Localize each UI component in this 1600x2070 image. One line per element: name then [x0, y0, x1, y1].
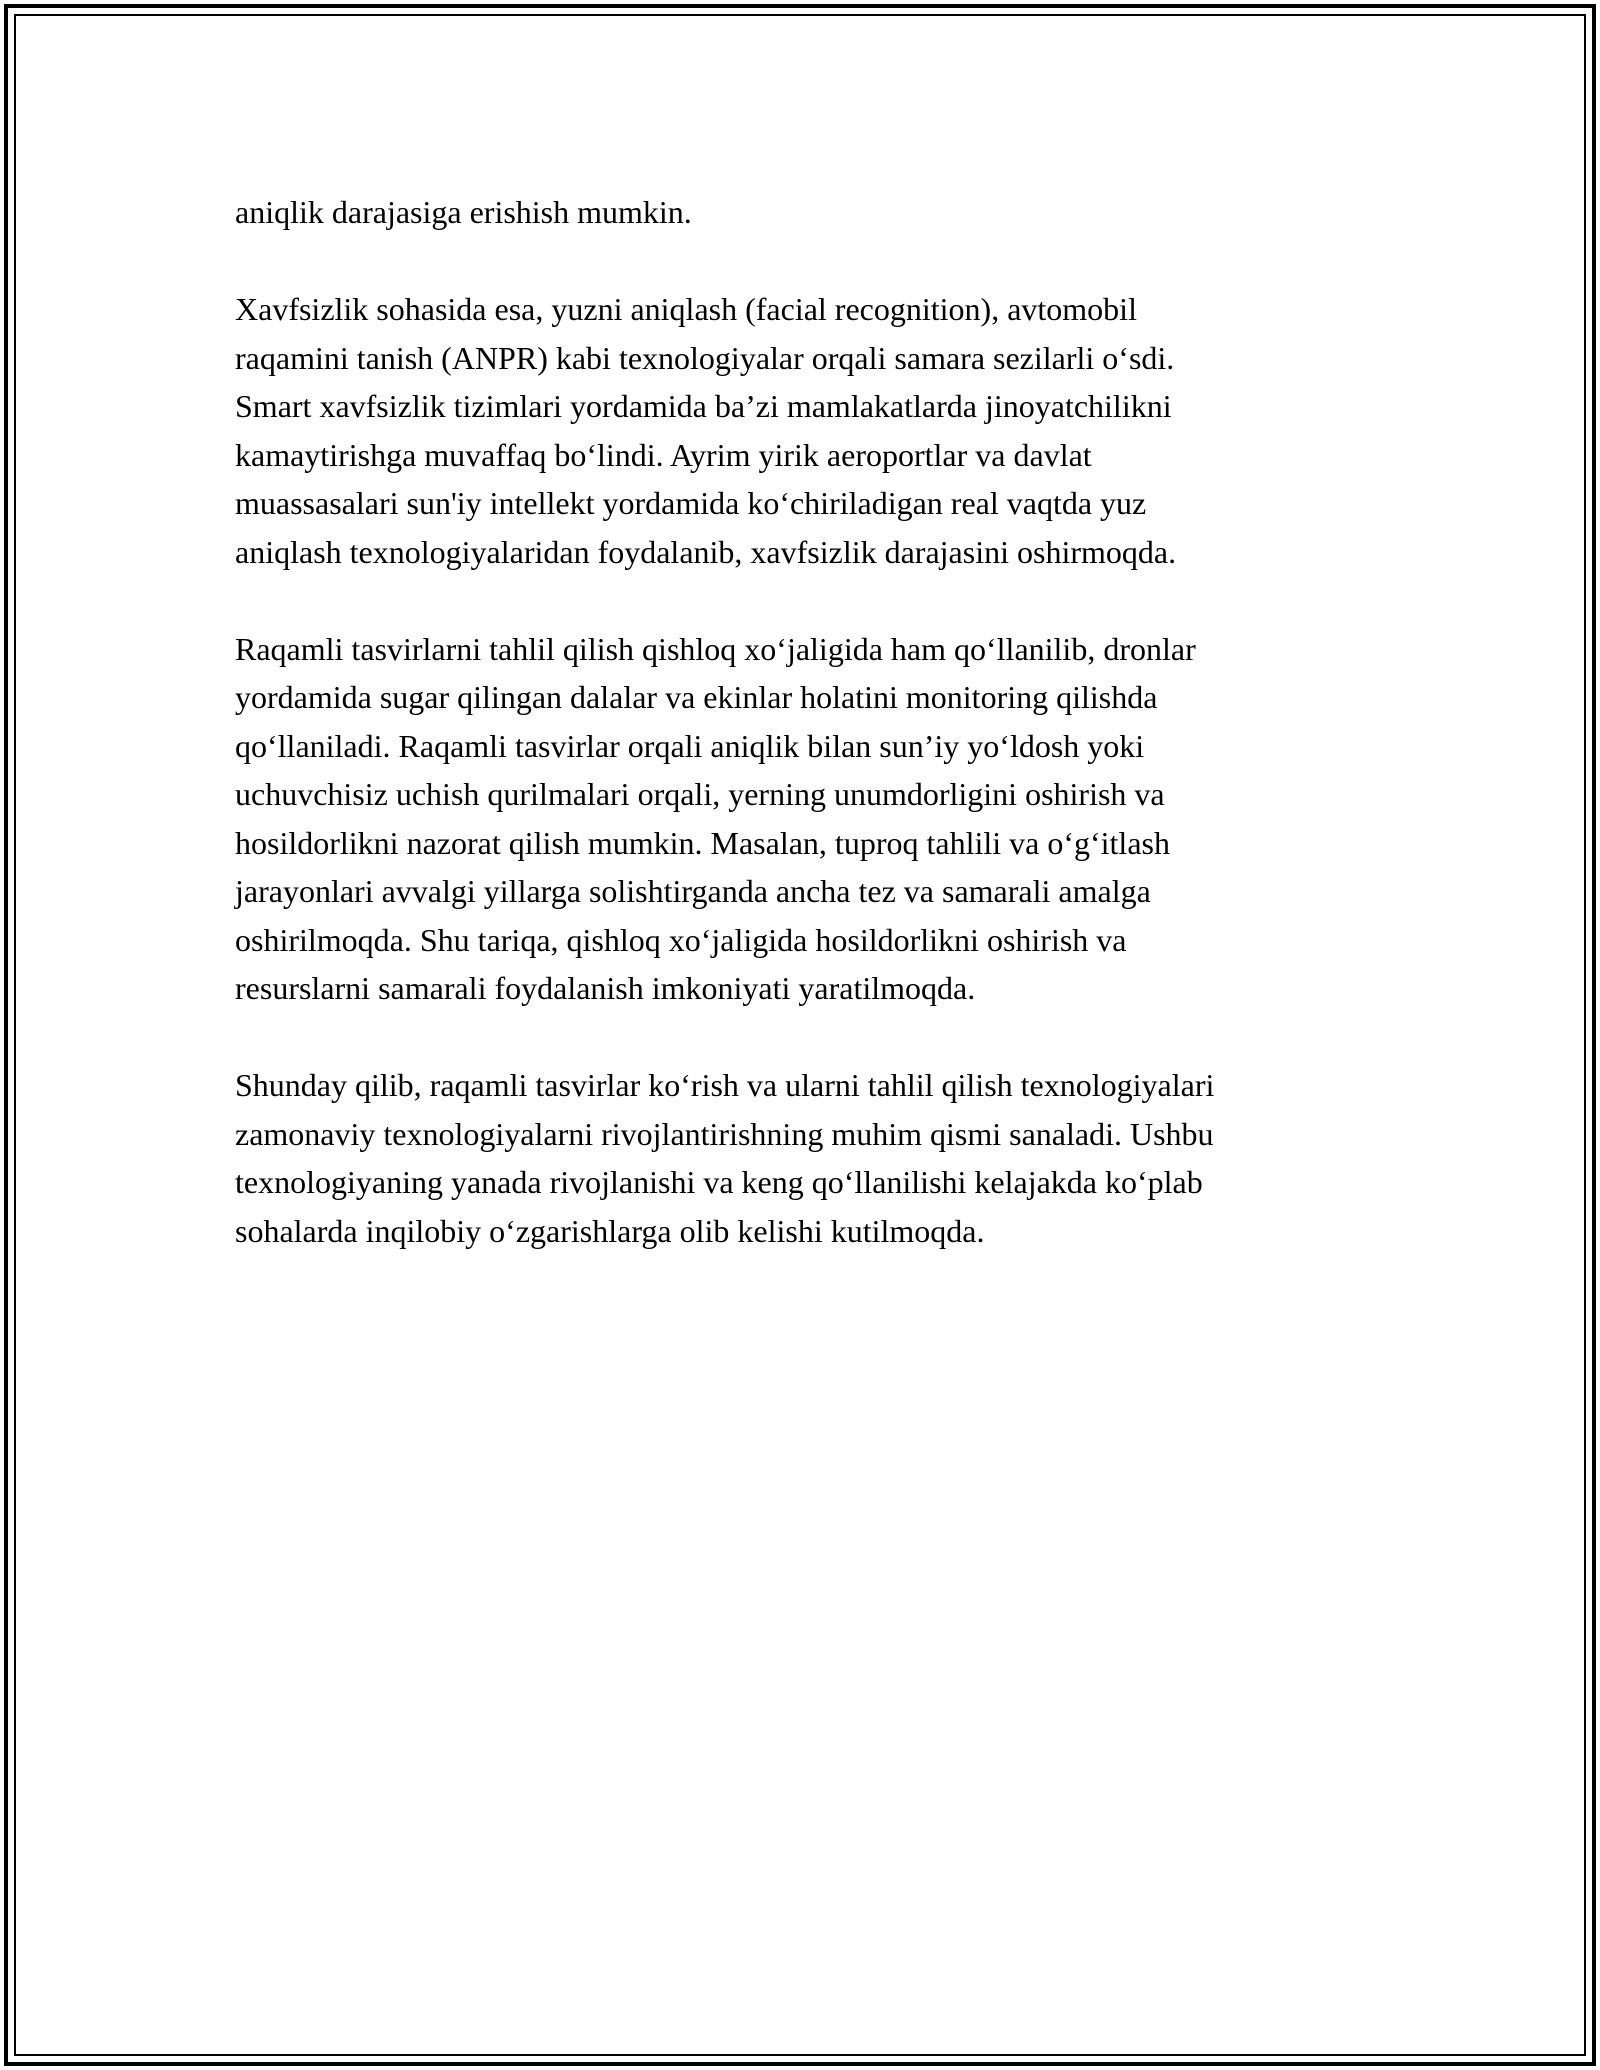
- paragraph-security: Xavfsizlik sohasida esa, yuzni aniqlash (facial recognition), avtomobil raqamini tanish (ANPR) kabi texnologiyalar orqali samara sezilarli o‘sdi. Smart xavfsizlik tizimlari yordamida ba’zi mamlakatlarda jinoyatchilikni kamaytirishga muvaffaq bo‘lindi. Ayrim yirik aeroportlar va davlat muassasalari sun'iy intellekt yordamida ko‘chiriladigan real vaqtda yuz aniqlash texnologiyalaridan foydalanib, xavfsizlik darajasini oshirmoqda.: [235, 291, 1177, 570]
- paragraph-conclusion: Shunday qilib, raqamli tasvirlar ko‘rish va ularni tahlil qilish texnologiyalari zamonaviy texnologiyalarni rivojlantirishning muhim qismi sanaladi. Ushbu texnologiyaning yanada rivojlanishi va keng qo‘llanilishi kelajakda ko‘plab sohalarda inqilobiy o‘zgarishlarga olib kelishi kutilmoqda.: [235, 1067, 1215, 1249]
- paragraph-agriculture: Raqamli tasvirlarni tahlil qilish qishloq xo‘jaligida ham qo‘llanilib, dronlar yordamida sugar qilingan dalalar va ekinlar holatini monitoring qilishda qo‘llaniladi. Raqamli tasvirlar orqali aniqlik bilan sun’iy yo‘ldosh yoki uchuvchisiz uchish qurilmalari orqali, yerning unumdorligini oshirish va hosildorlikni nazorat qilish mumkin. Masalan, tuproq tahlili va o‘g‘itlash jarayonlari avvalgi yillarga solishtirganda ancha tez va samarali amalga oshirilmoqda. Shu tariqa, qishloq xo‘jaligida hosildorlikni oshirish va resurslarni samarali foydalanish imkoniyati yaratilmoqda.: [235, 630, 1196, 1006]
- document-body: [235, 188, 1415, 1255]
- paragraph-continuation: aniqlik darajasiga erishish mumkin.: [235, 194, 692, 230]
